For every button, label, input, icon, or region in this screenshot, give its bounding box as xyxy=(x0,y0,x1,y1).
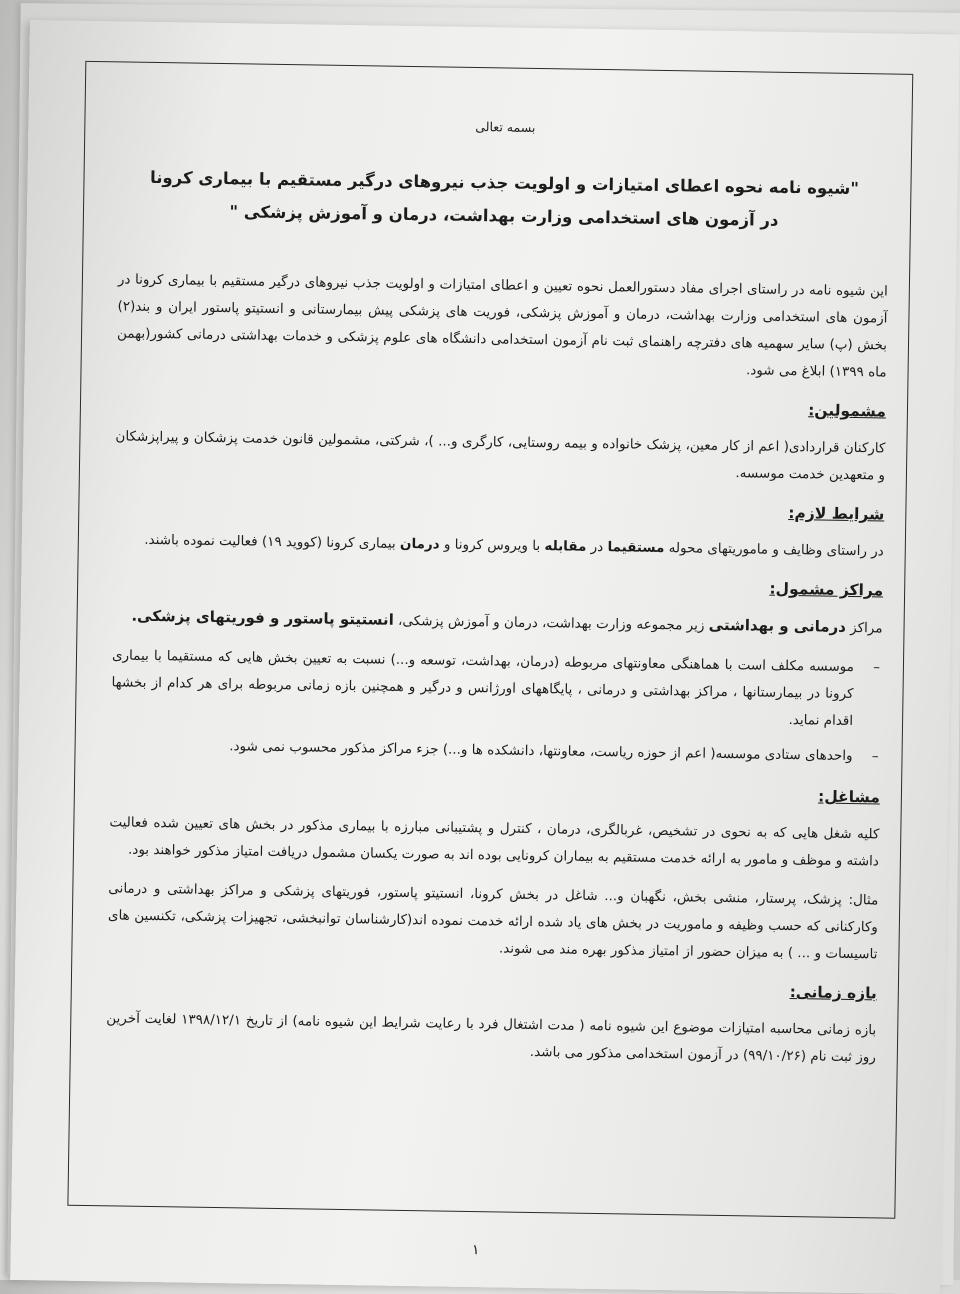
centers-text-2: زیر مجموعه وزارت بهداشت، درمان و آموزش پزشکی، xyxy=(393,612,709,634)
centers-text-1: مراکز xyxy=(845,619,883,637)
conditions-paragraph xyxy=(114,526,884,565)
centers-bold-pasteur: انستیتو پاستور و فوریتهای پزشکی. xyxy=(131,606,394,629)
heading-jobs: مشاغل: xyxy=(817,787,881,807)
heading-period: بازه زمانی: xyxy=(789,983,877,1003)
heading-conditions: شرایط لازم: xyxy=(788,503,885,524)
centers-bullet-list xyxy=(110,642,882,770)
dash-bullet-icon: – xyxy=(873,659,881,676)
heading-covered: مشمولین: xyxy=(808,401,887,421)
list-item xyxy=(110,731,879,770)
document-page xyxy=(10,20,960,1294)
centers-paragraph xyxy=(112,602,882,642)
conditions-bold-combat: مقابله xyxy=(544,538,587,555)
period-paragraph: بازه زمانی محاسبه امتیازات موضوع این شیوه نامه ( مدت اشتغال فرد با رعایت شرایط این شیوه نامه) از تاریخ ۱۳۹۸/۱۲/۱ لغایت آخرین روز ثبت نام (۹۹/۱۰/۲۶) در آزمون استخدامی مذکور می باشد. xyxy=(106,1010,877,1066)
jobs-example-paragraph: مثال: پزشک، پرستار، منشی بخش، نگهبان و... شاغل در بخش کرونا، انستیتو پاستور، فوریتهای پزشکی و مراکز بهداشتی و درمانی وکارکنانی که حسب وظیفه و ماموریت در بخش های یاد شده ارائه خدمت نموده اند(کارشناسان توانبخشی، تجهیزات پزشکی، تکنسین های تاسیسات و ... ) به میزان حضور از امتیاز مذکور بهره مند می شوند. xyxy=(107,880,879,963)
conditions-text-4: بیماری کرونا (کووید ۱۹) فعالیت نموده باشند. xyxy=(144,531,401,552)
intro-paragraph: این شیوه نامه در راستای اجرای مفاد دستورالعمل نحوه تعیین و اعطای امتیازات و اولویت جذب نیروهای درگیر مستقیم با بیماری کرونا در آزمون های استخدامی وزارت بهداشت، درمان و آموزش پزشکی، فوریت های پزشکی پیش بیمارستانی و انستیتو پاستور ایران و بند(۲) بخش (پ) سایر سهمیه های دفترچه راهنمای ثبت نام آزمون استخدامی دانشگاه های علوم پزشکی و خدمات بهداشتی درمانی کشور(بهمن ماه ۱۳۹۹) ابلاغ می شود. xyxy=(116,271,888,381)
conditions-text-1: در راستای وظایف و ماموریتهای محوله xyxy=(664,540,884,560)
list-item xyxy=(111,642,881,735)
document-content xyxy=(105,107,890,1083)
jobs-paragraph: کلیه شغل هایی که به نحوی در تشخیص، غربالگری، درمان ، کنترل و پشتیبانی مبارزه با بیماری مذکور در بخش های تعیین شده فعالیت داشته و موظف و مامور به ارائه خدمت مستقیم به بیماران کرونایی بوده اند به صورت یکسان مشمول دریافت امتیاز مذکور خواهند بود. xyxy=(109,814,880,870)
document-title: "شیوه نامه نحوه اعطای امتیازات و اولویت جذب نیروهای درگیر مستقیم با بیماری کرونا در آزمون های استخدامی وزارت بهداشت، درمان و آموزش پزشکی " xyxy=(149,167,860,230)
bullet-text: موسسه مکلف است با هماهنگی معاونتهای مربوطه (درمان، بهداشت، توسعه و...) نسبت به تعیین بخش هایی که مستقیما با بیماری کرونا در بیمارستانها ، مراکز بهداشتی و درمانی ، پایگاههای اورژانس و درگیر و همچنین بازه زمانی مربوطه برای هر کدام از بخشها اقدام نماید. xyxy=(111,647,855,730)
conditions-bold-treatment: درمان xyxy=(399,535,440,553)
conditions-text-2: در xyxy=(586,538,608,556)
heading-centers: مراکز مشمول: xyxy=(769,579,884,600)
conditions-text-3: با ویروس کرونا و xyxy=(439,536,545,555)
centers-bold-medical: درمانی و بهداشتی xyxy=(708,615,847,636)
bullet-text: واحدهای ستادی موسسه( اعم از حوزه ریاست، معاونتها، دانشکده ها و...) جزء مراکز مذکور محسوب نمی شود. xyxy=(229,738,853,765)
dash-bullet-icon: – xyxy=(871,748,879,765)
basmala: بسمه تعالی xyxy=(475,119,536,135)
page-number: ۱ xyxy=(471,1242,480,1259)
conditions-bold-directly: مستقیما xyxy=(607,539,665,557)
covered-paragraph: کارکنان قراردادی( اعم از کار معین، پزشک خانواده و بیمه روستایی، کارگری و... )، شرکتی، مشمولین قانون خدمت پزشکان و پیراپزشکان و متعهدین خدمت موسسه. xyxy=(115,428,886,484)
